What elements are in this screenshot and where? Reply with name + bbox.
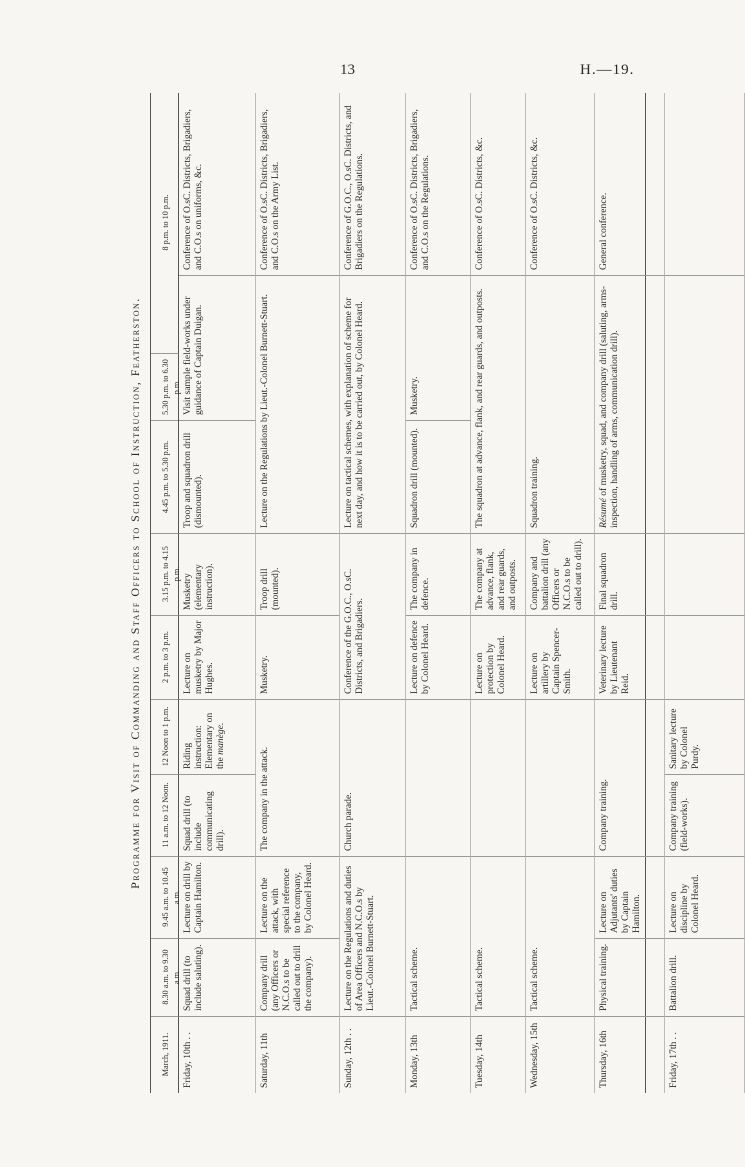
table-cell: Musketry. (256, 615, 340, 699)
table-cell (406, 699, 471, 856)
page-number: 13 (340, 62, 355, 78)
row-day: Friday, 17th . . (665, 1016, 745, 1093)
table-cell: Lecture on the Regulations and duties of Area Officers and N.C.O.s by Lieut.-Colonel Burnett-Stuart. (340, 856, 406, 1016)
table-cell: Lecture on the Regulations by Lieut.-Colonel Burnett-Stuart. (256, 275, 340, 533)
table-cell: Conference of O.sC. Districts, Brigadiers, and C.O.s on the Army List. (256, 93, 340, 275)
table-cell: Church parade. (340, 699, 406, 856)
table-cell: Lecture on the attack, with special reference to the company, by Colonel Heard. (256, 856, 340, 938)
table-cell: Battalion drill. (665, 938, 745, 1016)
table-cell: Lecture on drill by Captain Hamilton. (179, 856, 256, 938)
table-cell (665, 93, 745, 275)
header-slot-5: 2 p.m. to 3 p.m. (151, 615, 179, 699)
table-cell: Conference of G.O.C., O.sC. Districts, and Brigadiers on the Regulations. (340, 93, 406, 275)
row-day: Thursday, 16th (595, 1016, 665, 1093)
table-cell: Tactical scheme. (406, 856, 471, 1016)
table-cell (179, 699, 256, 774)
row-day: Saturday, 11th (256, 1016, 340, 1093)
table-cell: Troop and squadron drill (dismounted). (179, 420, 256, 533)
table-cell: Tactical scheme. (471, 856, 526, 1016)
table-cell: Company training. (595, 699, 665, 856)
table-cell: Musketry. (406, 275, 471, 420)
table-cell: General conference. (595, 93, 665, 275)
table-cell (526, 699, 595, 856)
table-cell: The company in the attack. (256, 699, 340, 856)
cell-italic-text: Résumé (598, 498, 609, 528)
header-slot-2: 9.45 a.m. to 10.45 a.m. (151, 856, 179, 938)
row-day: Sunday, 12th . . (340, 1016, 406, 1093)
programme-table (150, 93, 701, 1093)
page-reference: H.—19. (580, 62, 635, 78)
table-cell: Company drill (any Officers or N.C.O.s to be called out to drill the company). (256, 938, 340, 1016)
row-day: Monday, 13th (406, 1016, 471, 1093)
row-day: Friday, 10th . . (179, 1016, 256, 1093)
header-slot-3: 11 a.m. to 12 Noon. (151, 774, 179, 856)
table-cell: Lecture on artillery by Captain Spencer-Smith. (526, 615, 595, 699)
header-slot-7: 4.45 p.m. to 5.30 p.m. (151, 420, 178, 533)
table-cell: Final squadron drill. (595, 533, 665, 615)
header-evening-group (151, 353, 179, 533)
table-cell: Tactical scheme. (526, 856, 595, 1016)
programme-table-rotated (122, 93, 701, 1093)
row-day: Tuesday, 14th (471, 1016, 526, 1093)
table-cell: Lecture on defence by Colonel Heard. (406, 615, 471, 699)
table-cell: Squad drill (to include saluting). (179, 938, 256, 1016)
row-day: Wednesday, 15th (526, 1016, 595, 1093)
table-cell: Company and battalion drill (any Officers or N.C.O.s to be called out to drill). (526, 533, 595, 615)
header-slot-1: 8.30 a.m. to 9.30 a.m. (151, 938, 179, 1016)
table-title: Programme for Visit of Commanding and Staff Officers to School of Instruction, Featherston. (128, 297, 142, 889)
table-cell: Company training (field-works). (665, 774, 745, 856)
cell-text: of musketry, squad, and company drill (saluting, arms-inspection, handling of arms, communication drill). (598, 285, 620, 528)
header-slot-6: 3.15 p.m. to 4.15 p.m. (151, 533, 179, 615)
table-cell: Physical training. (595, 938, 665, 1016)
table-cell: Lecture on discipline by Colonel Heard. (665, 856, 745, 938)
table-cell: Conference of O.sC. Districts, &c. (471, 93, 526, 275)
header-slot-4: 12 Noon to 1 p.m. (151, 699, 179, 774)
table-cell: Squadron training. (526, 275, 595, 533)
table-cell (665, 533, 745, 615)
table-cell (595, 275, 665, 533)
table-cell: Sanitary lecture by Colonel Purdy. (665, 699, 745, 774)
table-cell: The company in defence. (406, 533, 471, 615)
table-cell: Lecture on protection by Colonel Heard. (471, 615, 526, 699)
table-cell: Conference of O.sC. Districts, &c. (526, 93, 595, 275)
table-cell: Squad drill (to include communicating drill). (179, 774, 256, 856)
header-date: March, 1911. (151, 1016, 179, 1093)
table-cell: Veterinary lecture by Lieutenant Reid. (595, 615, 665, 699)
table-cell: Conference of O.sC. Districts, Brigadiers, and C.O.s on the Regulations. (406, 93, 471, 275)
table-cell: Squadron drill (mounted). (406, 420, 471, 533)
table-cell: Lecture on Adjutants' duties by Captain Hamilton. (595, 856, 665, 938)
table-cell (665, 275, 745, 533)
header-slot-8: 5.30 p.m. to 6.30 p.m. (161, 359, 181, 415)
table-cell: Musketry (elementary instruction). (179, 533, 256, 615)
table-cell: The company at advance, flank, and rear guards, and outposts. (471, 533, 526, 615)
table-cell (665, 615, 745, 699)
table-cell: Lecture on musketry by Major Hughes. (179, 615, 256, 699)
cell-italic-text: manège. (215, 722, 226, 755)
table-cell: The squadron at advance, flank, and rear guards, and outposts. (471, 275, 526, 533)
table-cell: Lecture on tactical schemes, with explanation of scheme for next day, and how it is to be carried out, by Colonel Heard. (340, 275, 406, 533)
table-cell (471, 699, 526, 856)
cell-text: Riding instruction: Elementary on the (182, 712, 226, 769)
table-cell: Visit sample field-works under guidance of Captain Duigan. (179, 275, 256, 420)
header-slot-9: 8 p.m. to 10 p.m. (151, 93, 179, 353)
table-cell: Conference of O.sC. Districts, Brigadiers, and C.O.s on uniforms, &c. (179, 93, 256, 275)
table-cell: Troop drill (mounted). (256, 533, 340, 615)
table-cell: Conference of the G.O.C., O.sC. Districts, and Brigadiers. (340, 533, 406, 699)
